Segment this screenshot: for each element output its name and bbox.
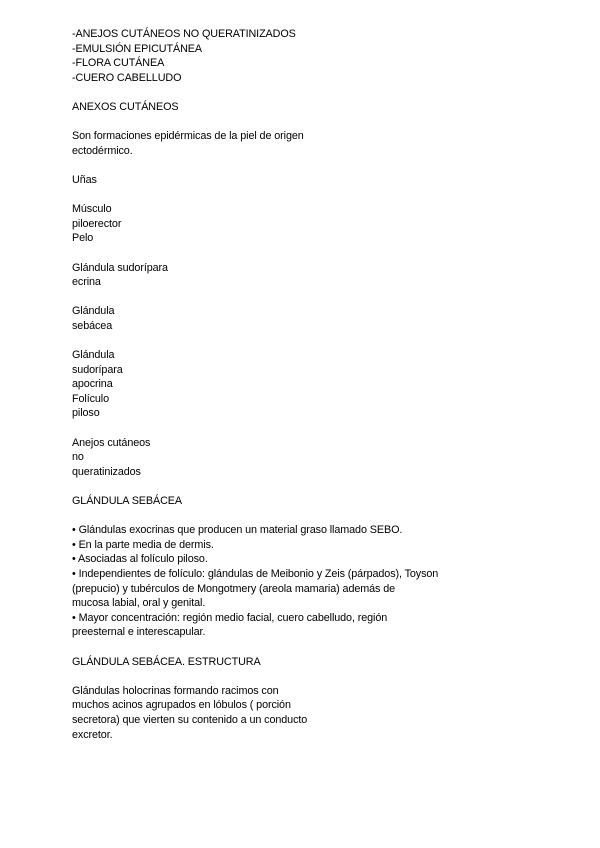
bullet-line: • Mayor concentración: región medio facial, cuero cabelludo, región: [72, 611, 388, 624]
diagram-label-line: piloso: [72, 407, 100, 420]
intro-list-item: -CUERO CABELLUDO: [72, 71, 182, 84]
spacer: [72, 509, 542, 524]
label-unas: [72, 173, 542, 188]
spacer: [72, 115, 542, 130]
bullet-line: preesternal e interescapular.: [72, 626, 206, 639]
sebacea-heading: GLÁNDULA SEBÁCEA: [72, 495, 183, 507]
intro-list-item: -ANEJOS CUTÁNEOS NO QUERATINIZADOS: [72, 28, 296, 40]
paragraph-line: muchos acinos agrupados en lóbulos ( porción: [72, 699, 291, 712]
paragraph-line: excretor.: [72, 728, 113, 741]
bullet-line: (prepucio) y tubérculos de Mongotmery (areola mamaria) además de: [72, 582, 396, 595]
diagram-label-line: sebácea: [72, 319, 113, 332]
anexos-description: [72, 129, 542, 158]
spacer: [72, 188, 542, 203]
diagram-label-line: Músculo: [72, 203, 112, 216]
spacer: [72, 85, 542, 100]
bullet-line: mucosa labial, oral y genital.: [72, 597, 206, 610]
spacer: [72, 479, 542, 494]
spacer: [72, 333, 542, 348]
estructura-paragraph: [72, 684, 542, 742]
paragraph-line: secretora) que vierten su contenido a un conducto: [72, 713, 308, 726]
spacer: [72, 640, 542, 655]
diagram-label-line: Glándula: [72, 349, 115, 362]
spacer: [72, 290, 542, 305]
paragraph-line: ectodérmico.: [72, 144, 133, 157]
intro-list-item: -EMULSIÓN EPICUTÁNEA: [72, 42, 202, 55]
spacer: [72, 158, 542, 173]
diagram-label-line: Uñas: [72, 173, 97, 186]
diagram-label-line: Folículo: [72, 392, 110, 405]
diagram-label-line: Glándula: [72, 305, 115, 318]
diagram-label-line: apocrina: [72, 378, 113, 391]
diagram-label-line: ecrina: [72, 276, 101, 289]
intro-list-item: -FLORA CUTÁNEA: [72, 57, 165, 70]
anexos-heading: ANEXOS CUTÁNEOS: [72, 100, 179, 113]
bullet-line: • Glándulas exocrinas que producen un material graso llamado SEBO.: [72, 524, 403, 537]
bullet-line: • Independientes de folículo: glándulas de Meibonio y Zeis (párpados), Toyson: [72, 567, 439, 580]
bullet-line: • Asociadas al folículo piloso.: [72, 553, 208, 566]
spacer: [72, 246, 542, 261]
label-sebacea: [72, 304, 542, 333]
page-content: [72, 27, 542, 742]
diagram-label-line: Glándula sudorípara: [72, 261, 168, 274]
label-no-queratinizados: [72, 436, 542, 480]
spacer: [72, 421, 542, 436]
sebacea-bullet-list: [72, 523, 542, 640]
intro-list: [72, 27, 542, 85]
diagram-label-line: queratinizados: [72, 465, 141, 478]
paragraph-line: Glándulas holocrinas formando racimos con: [72, 684, 279, 697]
diagram-label-line: sudorípara: [72, 363, 123, 376]
label-musculo: [72, 202, 542, 246]
spacer: [72, 669, 542, 684]
diagram-label-line: Pelo: [72, 232, 94, 245]
diagram-label-line: no: [72, 451, 84, 464]
label-apocrina: [72, 348, 542, 421]
bullet-line: • En la parte media de dermis.: [72, 538, 214, 551]
estructura-heading: GLÁNDULA SEBÁCEA. ESTRUCTURA: [72, 655, 261, 668]
diagram-label-line: Anejos cutáneos: [72, 436, 151, 449]
label-sudoripara-ecrina: [72, 261, 542, 290]
paragraph-line: Son formaciones epidérmicas de la piel de origen: [72, 130, 304, 143]
diagram-label-line: piloerector: [72, 217, 122, 230]
